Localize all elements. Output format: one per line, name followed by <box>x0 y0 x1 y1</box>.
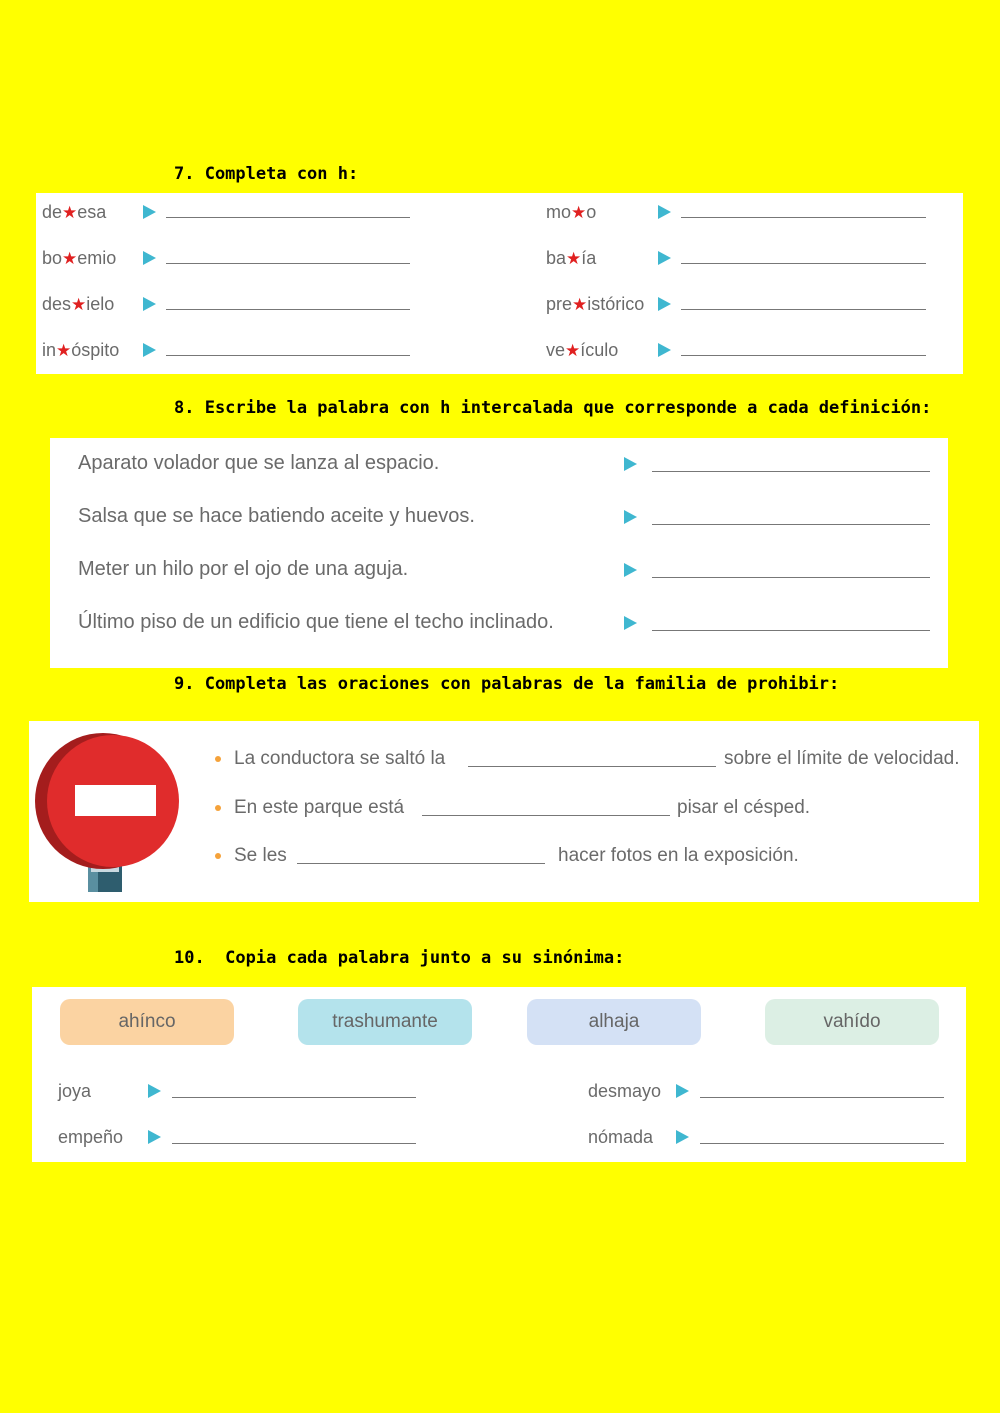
sentence-2-before: En este parque está <box>234 797 405 818</box>
arrow-icon <box>624 510 637 524</box>
arrow-icon <box>624 563 637 577</box>
definition-2: Salsa que se hace batiendo aceite y huevos. <box>78 505 475 527</box>
arrow-icon <box>676 1130 689 1144</box>
answer-line[interactable] <box>166 263 410 264</box>
chip-vahido: vahído <box>765 999 939 1045</box>
synonym-word-1: joya <box>58 1081 92 1101</box>
answer-line[interactable] <box>166 355 410 356</box>
word-left-1: de★esa <box>42 202 107 222</box>
sentence-3-after: hacer fotos en la exposición. <box>558 845 799 866</box>
sentence-1-before: La conductora se saltó la <box>234 748 446 769</box>
answer-line[interactable] <box>700 1143 944 1144</box>
answer-line[interactable] <box>652 471 930 472</box>
definition-4: Último piso de un edificio que tiene el techo inclinado. <box>78 611 554 633</box>
star-icon: ★ <box>62 249 78 268</box>
exercise-10-title: 10. Copia cada palabra junto a su sinónima: <box>174 948 625 968</box>
answer-line[interactable] <box>681 309 926 310</box>
word-right-2: ba★ía <box>546 248 597 268</box>
word-left-2: bo★emio <box>42 248 117 268</box>
word-right-3: pre★istórico <box>546 294 645 314</box>
exercise-7-panel <box>36 193 963 374</box>
answer-line[interactable] <box>468 766 716 767</box>
no-entry-sign-icon <box>35 726 185 901</box>
arrow-icon <box>624 616 637 630</box>
arrow-icon <box>148 1084 161 1098</box>
answer-line[interactable] <box>166 309 410 310</box>
star-icon: ★ <box>571 203 587 222</box>
answer-line[interactable] <box>166 217 410 218</box>
exercise-9-panel <box>29 721 979 902</box>
word-right-4: ve★ículo <box>546 340 619 360</box>
chip-alhaja: alhaja <box>527 999 701 1045</box>
chip-trashumante: trashumante <box>298 999 472 1045</box>
arrow-icon <box>624 457 637 471</box>
arrow-icon <box>143 205 156 219</box>
answer-line[interactable] <box>681 355 926 356</box>
synonym-word-3: desmayo <box>588 1081 662 1101</box>
exercise-9-title: 9. Completa las oraciones con palabras de la familia de prohibir: <box>174 674 840 694</box>
bullet-icon <box>215 805 221 811</box>
answer-line[interactable] <box>422 815 670 816</box>
arrow-icon <box>658 205 671 219</box>
answer-line[interactable] <box>652 524 930 525</box>
sentence-2-after: pisar el césped. <box>677 797 811 818</box>
word-left-4: in★óspito <box>42 340 120 360</box>
answer-line[interactable] <box>652 577 930 578</box>
answer-line[interactable] <box>681 217 926 218</box>
definition-1: Aparato volador que se lanza al espacio. <box>78 452 440 474</box>
answer-line[interactable] <box>700 1097 944 1098</box>
word-right-1: mo★o <box>546 202 597 222</box>
answer-line[interactable] <box>172 1143 416 1144</box>
arrow-icon <box>658 343 671 357</box>
answer-line[interactable] <box>681 263 926 264</box>
exercise-8-panel <box>50 438 948 668</box>
sentence-3-before: Se les <box>234 845 287 866</box>
arrow-icon <box>658 297 671 311</box>
arrow-icon <box>143 343 156 357</box>
arrow-icon <box>148 1130 161 1144</box>
arrow-icon <box>143 297 156 311</box>
exercise-10-panel <box>32 987 966 1162</box>
star-icon: ★ <box>565 341 581 360</box>
synonym-word-4: nómada <box>588 1127 654 1147</box>
answer-line[interactable] <box>652 630 930 631</box>
arrow-icon <box>143 251 156 265</box>
answer-line[interactable] <box>172 1097 416 1098</box>
exercise-7-title: 7. Completa con h: <box>174 164 359 184</box>
bullet-icon <box>215 853 221 859</box>
answer-line[interactable] <box>297 863 545 864</box>
arrow-icon <box>676 1084 689 1098</box>
synonym-word-2: empeño <box>58 1127 124 1147</box>
star-icon: ★ <box>62 203 78 222</box>
sentence-1-after: sobre el límite de velocidad. <box>724 748 960 769</box>
arrow-icon <box>658 251 671 265</box>
exercise-8-title: 8. Escribe la palabra con h intercalada que corresponde a cada definición: <box>174 398 932 418</box>
bullet-icon <box>215 756 221 762</box>
star-icon: ★ <box>71 295 87 314</box>
star-icon: ★ <box>56 341 72 360</box>
definition-3: Meter un hilo por el ojo de una aguja. <box>78 558 409 580</box>
star-icon: ★ <box>572 295 588 314</box>
word-left-3: des★ielo <box>42 294 115 314</box>
chip-ahinco: ahínco <box>60 999 234 1045</box>
star-icon: ★ <box>566 249 582 268</box>
